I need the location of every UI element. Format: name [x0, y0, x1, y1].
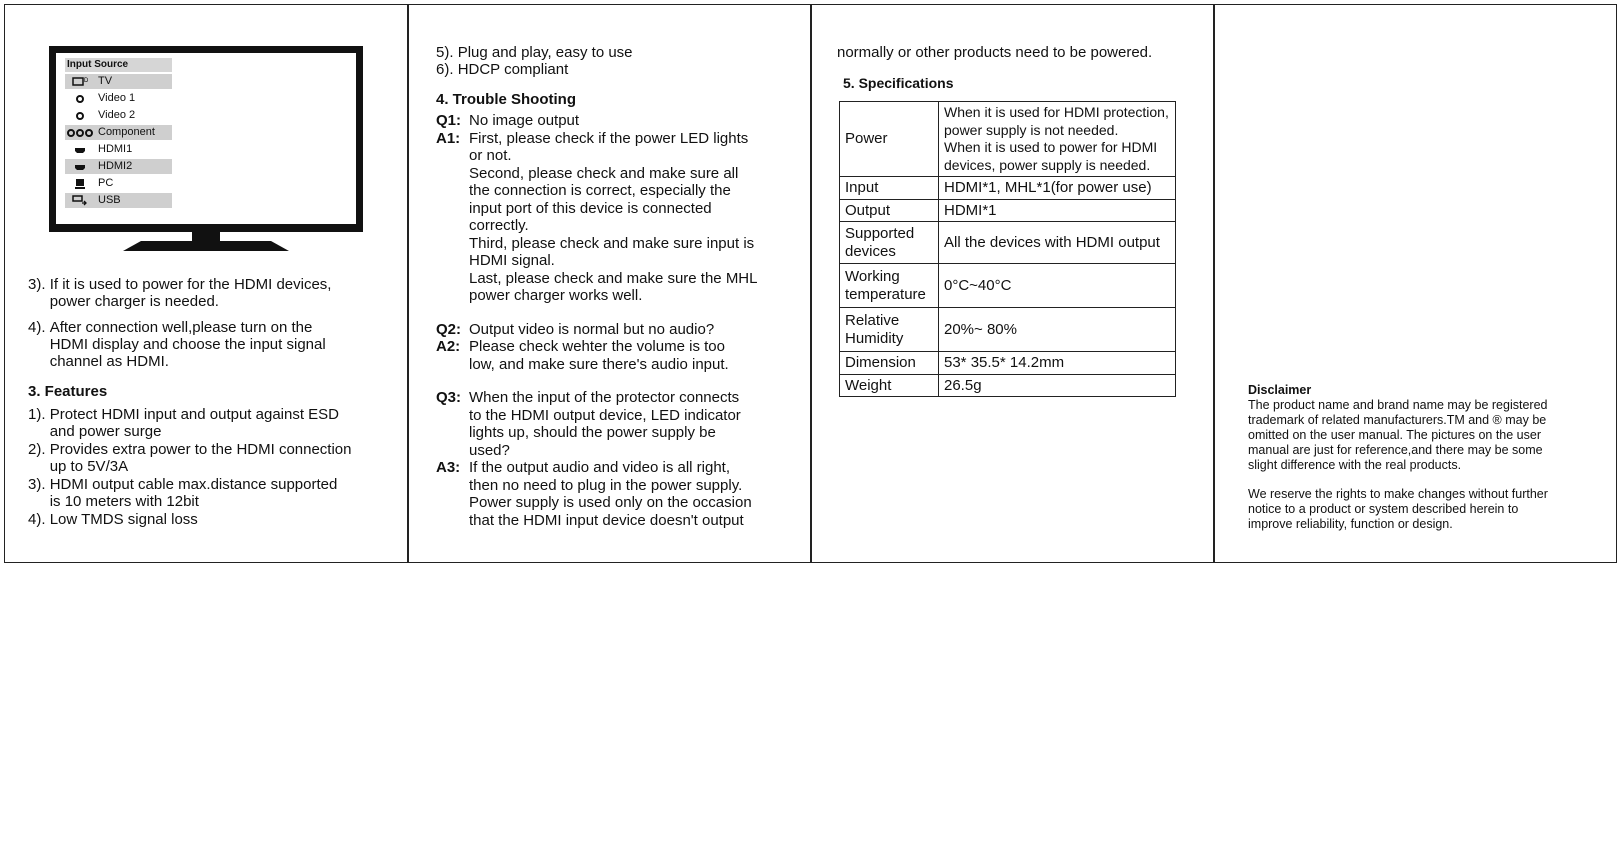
qa-text: When the input of the protector connects: [469, 389, 740, 406]
spec-key: [840, 352, 939, 375]
spec-key: [840, 308, 939, 352]
item-text: channel as HDMI.: [49, 353, 169, 370]
qa-text: If the output audio and video is all right,: [469, 459, 731, 476]
disclaimer-line: omitted on the user manual. The pictures on the user: [1248, 428, 1541, 442]
disclaimer-line: improve reliability, function or design.: [1248, 517, 1453, 531]
spec-key-text: Input: [845, 179, 879, 196]
item-number: 3).: [28, 276, 50, 293]
list-item: [28, 276, 400, 310]
video-connector-icon: [65, 111, 95, 121]
qa-text: HDMI signal.: [469, 252, 555, 269]
spec-value-text: HDMI*1: [944, 201, 997, 219]
item-text: After connection well,please turn on the: [49, 319, 313, 336]
menu-item: [65, 176, 172, 191]
spec-value: [939, 308, 1176, 352]
item-number: 2).: [28, 441, 50, 458]
spec-row: [840, 264, 1176, 308]
item-text: HDMI output cable max.distance supported: [49, 476, 338, 493]
list-item: [28, 511, 400, 528]
spec-key-text: Supported: [845, 225, 915, 242]
qa-text: Last, please check and make sure the MHL: [469, 269, 758, 287]
item-number: 4).: [28, 511, 50, 528]
list-item: [28, 319, 400, 370]
qa-entry: [436, 130, 801, 305]
menu-item-label: USB: [98, 194, 121, 206]
qa-key: Q1:: [436, 112, 462, 129]
component-connector-icon: [65, 128, 95, 138]
disclaimer-heading: Disclaimer: [1248, 383, 1312, 397]
spec-key-text: Output: [845, 201, 891, 219]
qa-text: that the HDMI input device doesn't output: [469, 511, 744, 529]
qa-text: input port of this device is connected: [469, 199, 712, 217]
hdmi-icon: [65, 146, 95, 154]
specifications-table: [839, 101, 1176, 397]
disclaimer-line: notice to a product or system described herein to: [1248, 502, 1519, 516]
spec-value: [939, 374, 1176, 397]
disclaimer-line: The product name and brand name may be registered: [1248, 398, 1548, 412]
usb-icon: [65, 195, 95, 206]
spec-key: [840, 199, 939, 222]
qa-text: correctly.: [469, 217, 529, 234]
spec-row: [840, 102, 1176, 177]
spec-value: [939, 352, 1176, 375]
spec-row: [840, 222, 1176, 264]
item-number: 3).: [28, 476, 50, 493]
spec-key-text: Power: [845, 130, 888, 148]
spec-key: [840, 102, 939, 177]
menu-item-label: HDMI2: [98, 160, 133, 172]
qa-key: A2:: [436, 338, 461, 355]
menu-item-label: PC: [98, 177, 114, 189]
item-number: 5).: [436, 44, 458, 61]
features-heading: 3. Features: [28, 383, 108, 400]
spec-value-text: power supply is not needed.: [944, 121, 1119, 138]
spec-row: [840, 352, 1176, 375]
spec-key-text: Dimension: [845, 354, 916, 371]
menu-item: [65, 193, 172, 208]
qa-text: the connection is correct, especially the: [469, 182, 731, 199]
qa-text: Power supply is used only on the occasion: [469, 494, 752, 511]
item-text: up to 5V/3A: [49, 458, 129, 475]
spec-value-text: 53* 35.5* 14.2mm: [944, 354, 1065, 371]
disclaimer: [1248, 383, 1588, 532]
menu-item: [65, 91, 172, 106]
spec-value: [939, 102, 1176, 177]
spec-row: [840, 199, 1176, 222]
disclaimer-line: manual are just for reference,and there may be some: [1248, 443, 1543, 457]
spec-value-text: All the devices with HDMI output: [944, 233, 1160, 251]
item-text: power charger is needed.: [49, 293, 219, 310]
spec-key: [840, 222, 939, 264]
menu-item-label: Component: [98, 126, 155, 138]
spec-key: [840, 264, 939, 308]
qa-key: A1:: [436, 129, 461, 147]
pc-icon: [65, 178, 95, 189]
spec-key-text: devices: [845, 242, 896, 260]
item-text: Plug and play, easy to use: [457, 44, 633, 61]
menu-item: [65, 74, 172, 89]
menu-item: [65, 108, 172, 123]
qa-entry: [436, 112, 801, 130]
menu-item: [65, 159, 172, 174]
qa-text: low, and make sure there's audio input.: [469, 355, 729, 373]
list-item: [28, 476, 400, 510]
item-text: is 10 meters with 12bit: [49, 493, 199, 510]
qa-key: A3:: [436, 459, 461, 476]
list-item: [28, 406, 400, 440]
qa-text: No image output: [469, 112, 580, 129]
qa-text: to the HDMI output device, LED indicator: [469, 406, 741, 424]
spec-value-text: 20%~ 80%: [944, 320, 1017, 338]
item-text: If it is used to power for the HDMI devices,: [49, 276, 332, 293]
spec-key-text: temperature: [845, 285, 926, 303]
disclaimer-paragraph: [1248, 487, 1588, 532]
spec-key-text: Working: [845, 268, 900, 285]
tv-stand-base: [123, 241, 289, 251]
menu-item: [65, 125, 172, 140]
item-text: HDMI display and choose the input signal: [49, 336, 326, 353]
item-number: 1).: [28, 406, 50, 423]
tv-icon: [65, 76, 95, 87]
column-divider: [810, 4, 812, 563]
disclaimer-paragraph: [1248, 398, 1588, 473]
menu-item: [65, 142, 172, 157]
qa-key: Q3:: [436, 389, 462, 406]
video-connector-icon: [65, 94, 95, 104]
spec-row: [840, 177, 1176, 200]
specifications-heading: 5. Specifications: [843, 75, 954, 91]
spec-value-text: 0°C~40°C: [944, 276, 1012, 294]
item-text: Protect HDMI input and output against ESD: [49, 406, 340, 423]
input-source-menu: [65, 58, 172, 210]
item-number: 6).: [436, 61, 458, 78]
spec-value: [939, 199, 1176, 222]
spec-key-text: Relative: [845, 312, 900, 329]
qa-text: lights up, should the power supply be: [469, 424, 716, 441]
list-item: [28, 441, 400, 475]
hdmi-icon: [65, 163, 95, 171]
qa-text: then no need to plug in the power supply.: [469, 476, 743, 494]
spec-key: [840, 177, 939, 200]
disclaimer-line: slight difference with the real products.: [1248, 458, 1462, 472]
trouble-shooting-heading: 4. Trouble Shooting: [436, 91, 576, 108]
qa-text: Third, please check and make sure input is: [469, 234, 755, 252]
item-text: Low TMDS signal loss: [49, 511, 198, 528]
spec-value: [939, 177, 1176, 200]
qa-text: or not.: [469, 147, 512, 164]
qa-text: Output video is normal but no audio?: [469, 320, 715, 338]
spec-row: [840, 308, 1176, 352]
qa-entry: [436, 389, 801, 459]
item-text: HDCP compliant: [457, 61, 569, 78]
qa-text: used?: [469, 441, 510, 459]
menu-item-label: HDMI1: [98, 143, 133, 155]
spec-value-text: When it is used to power for HDMI: [944, 139, 1158, 155]
disclaimer-line: We reserve the rights to make changes without further: [1248, 487, 1548, 501]
item-number: 4).: [28, 319, 50, 336]
spec-row: [840, 374, 1176, 397]
qa-entry: [436, 459, 801, 529]
spec-value: [939, 222, 1176, 264]
spec-key: [840, 374, 939, 397]
qa-text: Second, please check and make sure all: [469, 164, 739, 182]
disclaimer-line: trademark of related manufacturers.TM and ® may be: [1248, 413, 1547, 427]
menu-item-label: Video 2: [98, 109, 136, 121]
spec-value-text: 26.5g: [944, 376, 982, 394]
menu-title: Input Source: [65, 58, 172, 72]
list-item: [436, 61, 801, 78]
column-2: [436, 44, 801, 614]
spec-value-text: devices, power supply is needed.: [944, 156, 1151, 173]
spec-value-text: HDMI*1, MHL*1(for power use): [944, 179, 1152, 196]
qa-text: power charger works well.: [469, 287, 643, 304]
qa-entry: [436, 338, 801, 373]
spec-value-text: When it is used for HDMI protection,: [944, 104, 1169, 120]
column-divider: [1213, 4, 1215, 563]
spec-key-text: Humidity: [845, 329, 904, 347]
column-divider: [407, 4, 409, 563]
menu-item-label: Video 1: [98, 92, 136, 104]
qa-entry: [436, 321, 801, 339]
item-text: and power surge: [49, 423, 162, 440]
menu-item-label: TV: [98, 75, 113, 87]
spec-key-text: Weight: [845, 376, 892, 394]
item-text: Provides extra power to the HDMI connection: [49, 441, 352, 458]
column-1: [28, 276, 400, 846]
spec-value: [939, 264, 1176, 308]
qa-key: Q2:: [436, 320, 462, 338]
continued-line: normally or other products need to be powered.: [837, 44, 1153, 61]
list-item: [436, 44, 801, 61]
qa-text: First, please check if the power LED lights: [469, 129, 749, 147]
qa-text: Please check wehter the volume is too: [469, 338, 725, 355]
tv-stand-neck: [192, 232, 220, 241]
svg-text:D: D: [84, 78, 88, 84]
